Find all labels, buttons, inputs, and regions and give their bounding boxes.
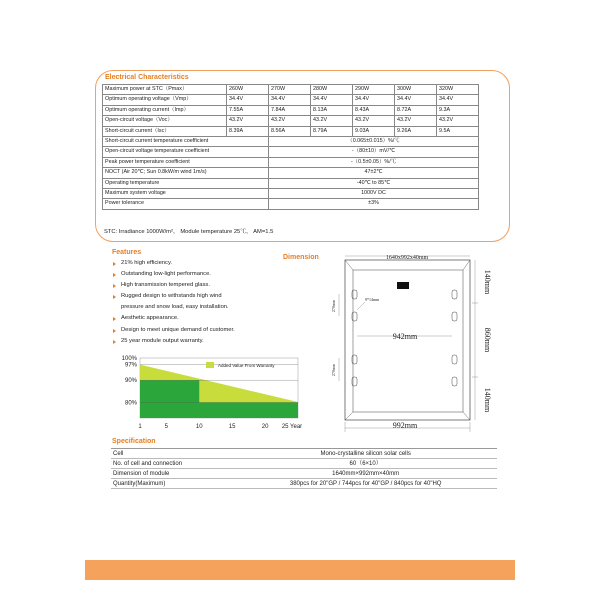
electrical-row-label: Maximum system voltage [103, 188, 269, 198]
electrical-cell: 34.4V [353, 95, 395, 105]
dim-inner-label: 942mm [392, 332, 418, 341]
electrical-cell: -40℃ to 85℃ [269, 178, 479, 188]
electrical-cell: 43.2V [395, 116, 437, 126]
dimension-title: Dimension [283, 254, 319, 261]
electrical-row [103, 188, 479, 198]
electrical-cell: 270W [269, 85, 311, 95]
spec-value: 380pcs for 20"GP / 744pcs for 40"GP / 840pcs for 40"HQ [234, 479, 497, 489]
electrical-cell: 300W [395, 85, 437, 95]
electrical-cell: 8.56A [269, 126, 311, 136]
specification-table [111, 448, 497, 489]
dim-right-mid: 860mm [483, 327, 492, 353]
electrical-row [103, 95, 479, 105]
electrical-cell: 9.03A [353, 126, 395, 136]
electrical-cell: 8.39A [227, 126, 269, 136]
spec-row [111, 449, 497, 459]
module-inner [353, 270, 463, 412]
electrical-row-label: Operating temperature [103, 178, 269, 188]
features-list [112, 258, 235, 347]
feature-item: 21% high efficiency. [112, 258, 235, 269]
electrical-cell: 8.43A [353, 105, 395, 115]
electrical-row-label: Maximum power at STC（Pmax） [103, 85, 227, 95]
hole-label: 9*14mm [365, 297, 380, 302]
electrical-cell: 260W [227, 85, 269, 95]
spec-label: Cell [111, 449, 234, 459]
spec-value: Mono-crystalline silicon solar cells [234, 449, 497, 459]
electrical-row-label: Power tolerance [103, 199, 269, 209]
spec-label: Dimension of module [111, 469, 234, 479]
electrical-cell: 7.55A [227, 105, 269, 115]
dim-right-bot: 140mm [483, 387, 492, 413]
electrical-cell: 34.4V [395, 95, 437, 105]
electrical-row [103, 126, 479, 136]
spec-label: No. of cell and connection [111, 459, 234, 469]
electrical-row-label: Peak power temperature coefficient [103, 157, 269, 167]
electrical-row [103, 136, 479, 146]
electrical-row [103, 116, 479, 126]
chart-xtick-label: 15 [228, 424, 236, 430]
electrical-cell: 34.4V [437, 95, 479, 105]
feature-item: Rugged design to withstands high wind [112, 291, 235, 302]
electrical-cell: -（80±10）mV/℃ [269, 147, 479, 157]
spec-row [111, 469, 497, 479]
electrical-cell: 43.2V [437, 116, 479, 126]
chart-ytick-label: 80% [124, 400, 137, 407]
electrical-cell: 47±2℃ [269, 168, 479, 178]
chart-ytick-label: 90% [124, 378, 137, 385]
stc-note: STC: Irradiance 1000W/m²， Module temperature 25℃， AM=1.5 [104, 229, 274, 235]
electrical-cell: 8.13A [311, 105, 353, 115]
chart-xtick-label: 20 [261, 424, 269, 430]
specification-title: Specification [112, 438, 156, 445]
electrical-cell: 43.2V [269, 116, 311, 126]
dim-left-bot: 270mm [331, 363, 336, 377]
feature-item: Design to meet unique demand of customer. [112, 325, 235, 336]
electrical-row-label: Optimum operating voltage（Vmp） [103, 95, 227, 105]
dim-left-top: 270mm [331, 299, 336, 313]
electrical-cell: 43.2V [353, 116, 395, 126]
electrical-cell: 9.3A [437, 105, 479, 115]
legend-label: Added Value From Warranty [218, 363, 275, 368]
electrical-cell: 1000V DC [269, 188, 479, 198]
warranty-chart [110, 352, 320, 432]
chart-xtick-label: 1 [138, 424, 142, 430]
feature-item: High transmission tempered glass. [112, 280, 235, 291]
electrical-cell: 7.84A [269, 105, 311, 115]
electrical-row [103, 147, 479, 157]
electrical-title: Electrical Characteristics [105, 74, 189, 81]
electrical-cell: 9.26A [395, 126, 437, 136]
electrical-cell: 43.2V [227, 116, 269, 126]
electrical-row [103, 199, 479, 209]
electrical-cell: 290W [353, 85, 395, 95]
legend-swatch [206, 362, 214, 368]
electrical-cell: -（0.5±0.05）%/℃ [269, 157, 479, 167]
electrical-cell: 8.72A [395, 105, 437, 115]
chart-xtick-label: 25 Year [281, 424, 303, 430]
chart-ytick-label: 97% [124, 362, 137, 369]
electrical-cell: 320W [437, 85, 479, 95]
features-title: Features [112, 249, 142, 256]
electrical-cell: 34.4V [269, 95, 311, 105]
chart-xtick-label: 10 [195, 424, 203, 430]
spec-value: 1640mm×992mm×40mm [234, 469, 497, 479]
electrical-cell: 9.5A [437, 126, 479, 136]
chart-ytick-label: 100% [121, 356, 137, 362]
electrical-row-label: Short-circuit current temperature coefficient [103, 136, 269, 146]
footer-bar [85, 560, 515, 580]
spec-row [111, 459, 497, 469]
electrical-cell: 8.79A [311, 126, 353, 136]
electrical-cell: 43.2V [311, 116, 353, 126]
dim-right-top: 140mm [483, 269, 492, 295]
spec-row [111, 479, 497, 489]
electrical-row-label: Short-circuit current（Isc） [103, 126, 227, 136]
electrical-cell: 280W [311, 85, 353, 95]
electrical-row [103, 105, 479, 115]
electrical-cell: 34.4V [311, 95, 353, 105]
electrical-row-label: Optimum operating current（Imp） [103, 105, 227, 115]
dim-top-label: 1640x992x40mm [385, 255, 429, 261]
spec-label: Quantity(Maximum) [111, 479, 234, 489]
feature-item: Aesthetic appearance. [112, 313, 235, 324]
electrical-row [103, 168, 479, 178]
dimension-drawing [325, 250, 505, 440]
electrical-cell: ±3% [269, 199, 479, 209]
feature-item: pressure and snow load, easy installation. [121, 304, 229, 311]
feature-item: Outstanding low-light performance. [112, 269, 235, 280]
dim-bottom-label: 992mm [392, 421, 418, 430]
spec-value: 60（6×10） [234, 459, 497, 469]
electrical-row [103, 85, 479, 95]
chart-xtick-label: 5 [164, 424, 169, 430]
junction-box [397, 282, 409, 289]
electrical-cell: 34.4V [227, 95, 269, 105]
electrical-row-label: Open-circuit voltage temperature coefficient [103, 147, 269, 157]
electrical-cell: （0.065±0.015）%/℃ [269, 136, 479, 146]
feature-item: 25 year module output warranty. [112, 336, 235, 347]
electrical-row [103, 178, 479, 188]
electrical-row-label: Open-circuit voltage（Voc） [103, 116, 227, 126]
electrical-table [102, 84, 479, 210]
electrical-row [103, 157, 479, 167]
electrical-row-label: NOCT (Air 20℃; Sun 0.8kW/m wind 1m/s) [103, 168, 269, 178]
